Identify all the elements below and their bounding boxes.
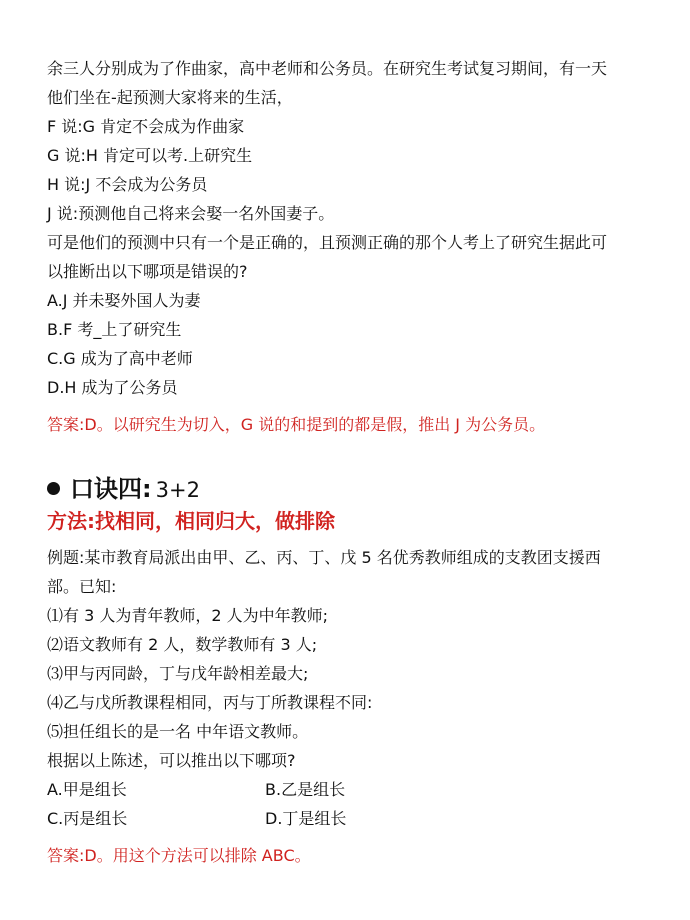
q2-option-a: A.甲是组长 bbox=[47, 780, 127, 799]
q2-options-row-1 bbox=[47, 779, 660, 801]
q2-answer: 答案:D。用这个方法可以排除 ABC。 bbox=[47, 846, 311, 865]
q2-condition-2: ⑵语文教师有 2 人，数学教师有 3 人; bbox=[47, 635, 318, 654]
q1-option-d: D.H 成为了公务员 bbox=[47, 378, 178, 397]
q2-condition-5: ⑸担任组长的是一名 中年语文教师。 bbox=[47, 722, 309, 741]
q1-option-b: B.F 考_上了研究生 bbox=[47, 320, 182, 339]
q1-answer: 答案:D。以研究生为切入，G 说的和提到的都是假，推出 J 为公务员。 bbox=[47, 415, 546, 434]
q1-line-6: J 说:预测他自己将来会娶一名外国妻子。 bbox=[47, 204, 335, 223]
q2-option-d: D.丁是组长 bbox=[265, 809, 347, 828]
q2-condition-3: ⑶甲与丙同龄，丁与戊年龄相差最大; bbox=[47, 664, 309, 683]
bullet-icon bbox=[47, 482, 60, 495]
q1-option-c: C.G 成为了高中老师 bbox=[47, 349, 193, 368]
q2-option-b: B.乙是组长 bbox=[265, 780, 346, 799]
q1-line-2: 他们坐在-起预测大家将来的生活， bbox=[47, 88, 293, 107]
q1-line-7: 可是他们的预测中只有一个是正确的，且预测正确的那个人考上了研究生据此可 bbox=[47, 233, 608, 252]
q2-option-c: C.丙是组长 bbox=[47, 809, 128, 828]
q2-options-row-2 bbox=[47, 808, 660, 830]
section-number: 3+2 bbox=[155, 478, 200, 502]
q1-line-5: H 说:J 不会成为公务员 bbox=[47, 175, 208, 194]
section-heading bbox=[47, 474, 200, 505]
section-method: 方法:找相同，相同归大，做排除 bbox=[47, 509, 335, 533]
q1-line-3: F 说:G 肯定不会成为作曲家 bbox=[47, 117, 245, 136]
q1-line-8: 以推断出以下哪项是错误的? bbox=[47, 262, 248, 281]
q2-question: 根据以上陈述，可以推出以下哪项? bbox=[47, 751, 296, 770]
q2-condition-1: ⑴有 3 人为青年教师，2 人为中年教师; bbox=[47, 606, 329, 625]
q2-line-1: 例题:某市教育局派出由甲、乙、丙、丁、戊 5 名优秀教师组成的支教团支援西 bbox=[47, 548, 601, 567]
q1-line-1: 余三人分别成为了作曲家，高中老师和公务员。在研究生考试复习期间，有一天 bbox=[47, 59, 608, 78]
q2-line-2: 部。已知: bbox=[47, 577, 117, 596]
q2-condition-4: ⑷乙与戊所教课程相同，丙与丁所教课程不同: bbox=[47, 693, 373, 712]
section-title: 口诀四: bbox=[70, 475, 152, 503]
q1-option-a: A.J 并未娶外国人为妻 bbox=[47, 291, 201, 310]
q1-line-4: G 说:H 肯定可以考.上研究生 bbox=[47, 146, 253, 165]
